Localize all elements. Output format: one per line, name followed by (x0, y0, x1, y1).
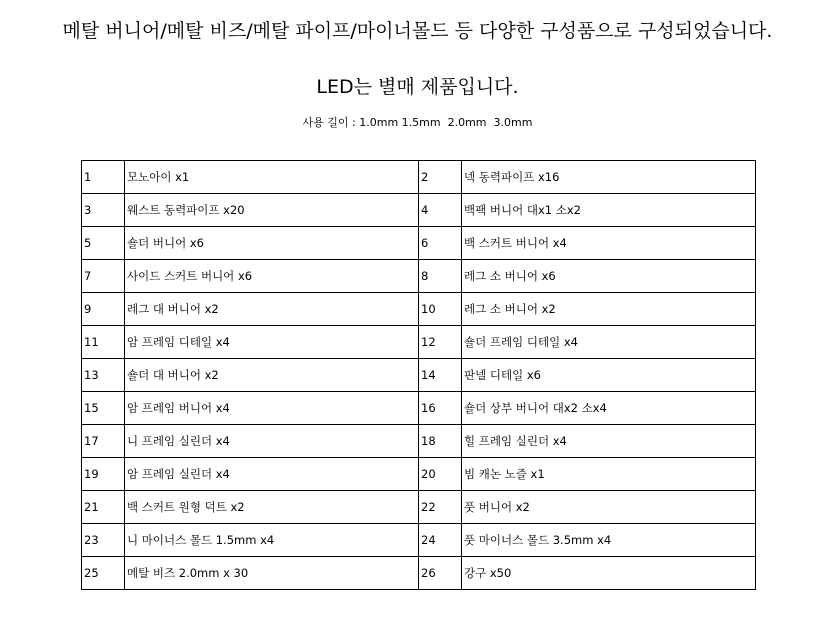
table-row (82, 260, 756, 293)
part-number-cell: 26 (419, 557, 462, 590)
part-name-cell: 암 프레임 버니어 x4 (125, 392, 419, 425)
part-name-cell: 모노아이 x1 (125, 161, 419, 194)
part-number-cell: 19 (82, 458, 125, 491)
part-number-cell: 11 (82, 326, 125, 359)
part-name-cell: 니 프레임 실린더 x4 (125, 425, 419, 458)
part-number-cell: 4 (419, 194, 462, 227)
part-name-cell: 백팩 버니어 대x1 소x2 (462, 194, 756, 227)
parts-table (81, 160, 756, 590)
part-name-cell: 숄더 상부 버니어 대x2 소x4 (462, 392, 756, 425)
part-number-cell: 10 (419, 293, 462, 326)
part-number-cell: 5 (82, 227, 125, 260)
part-number-cell: 24 (419, 524, 462, 557)
part-number-cell: 9 (82, 293, 125, 326)
part-number-cell: 25 (82, 557, 125, 590)
table-row (82, 293, 756, 326)
part-number-cell: 23 (82, 524, 125, 557)
part-name-cell: 사이드 스커트 버니어 x6 (125, 260, 419, 293)
part-name-cell: 암 프레임 실린더 x4 (125, 458, 419, 491)
part-name-cell: 웨스트 동력파이프 x20 (125, 194, 419, 227)
table-row (82, 524, 756, 557)
part-number-cell: 15 (82, 392, 125, 425)
part-name-cell: 암 프레임 디테일 x4 (125, 326, 419, 359)
table-row (82, 161, 756, 194)
table-row (82, 194, 756, 227)
part-number-cell: 2 (419, 161, 462, 194)
part-name-cell: 숄더 프레임 디테일 x4 (462, 326, 756, 359)
part-number-cell: 22 (419, 491, 462, 524)
part-name-cell: 백 스커트 버니어 x4 (462, 227, 756, 260)
part-number-cell: 18 (419, 425, 462, 458)
part-name-cell: 레그 대 버니어 x2 (125, 293, 419, 326)
part-name-cell: 레그 소 버니어 x2 (462, 293, 756, 326)
parts-table-body (82, 161, 756, 590)
part-name-cell: 니 마이너스 몰드 1.5mm x4 (125, 524, 419, 557)
part-number-cell: 8 (419, 260, 462, 293)
part-name-cell: 힐 프레임 실린더 x4 (462, 425, 756, 458)
part-number-cell: 13 (82, 359, 125, 392)
part-name-cell: 메탈 비즈 2.0mm x 30 (125, 557, 419, 590)
part-name-cell: 풋 마이너스 몰드 3.5mm x4 (462, 524, 756, 557)
part-number-cell: 14 (419, 359, 462, 392)
part-number-cell: 17 (82, 425, 125, 458)
table-row (82, 557, 756, 590)
part-name-cell: 넥 동력파이프 x16 (462, 161, 756, 194)
headline-led-note: LED는 별매 제품입니다. (316, 76, 519, 98)
table-row (82, 425, 756, 458)
usage-lengths: 사용 길이 : 1.0mm 1.5mm 2.0mm 3.0mm (302, 116, 533, 129)
part-number-cell: 16 (419, 392, 462, 425)
table-row (82, 458, 756, 491)
table-row (82, 491, 756, 524)
part-name-cell: 숄더 대 버니어 x2 (125, 359, 419, 392)
part-number-cell: 6 (419, 227, 462, 260)
part-number-cell: 3 (82, 194, 125, 227)
part-number-cell: 12 (419, 326, 462, 359)
table-row (82, 326, 756, 359)
part-number-cell: 7 (82, 260, 125, 293)
part-name-cell: 풋 버니어 x2 (462, 491, 756, 524)
part-name-cell: 레그 소 버니어 x6 (462, 260, 756, 293)
part-number-cell: 1 (82, 161, 125, 194)
table-row (82, 359, 756, 392)
part-number-cell: 20 (419, 458, 462, 491)
part-name-cell: 빔 캐논 노즐 x1 (462, 458, 756, 491)
part-number-cell: 21 (82, 491, 125, 524)
table-row (82, 227, 756, 260)
part-name-cell: 강구 x50 (462, 557, 756, 590)
part-name-cell: 백 스커트 원형 덕트 x2 (125, 491, 419, 524)
table-row (82, 392, 756, 425)
part-name-cell: 숄더 버니어 x6 (125, 227, 419, 260)
part-name-cell: 판넬 디테일 x6 (462, 359, 756, 392)
headline-components: 메탈 버니어/메탈 비즈/메탈 파이프/마이너몰드 등 다양한 구성품으로 구성되었습니다. (62, 20, 773, 42)
